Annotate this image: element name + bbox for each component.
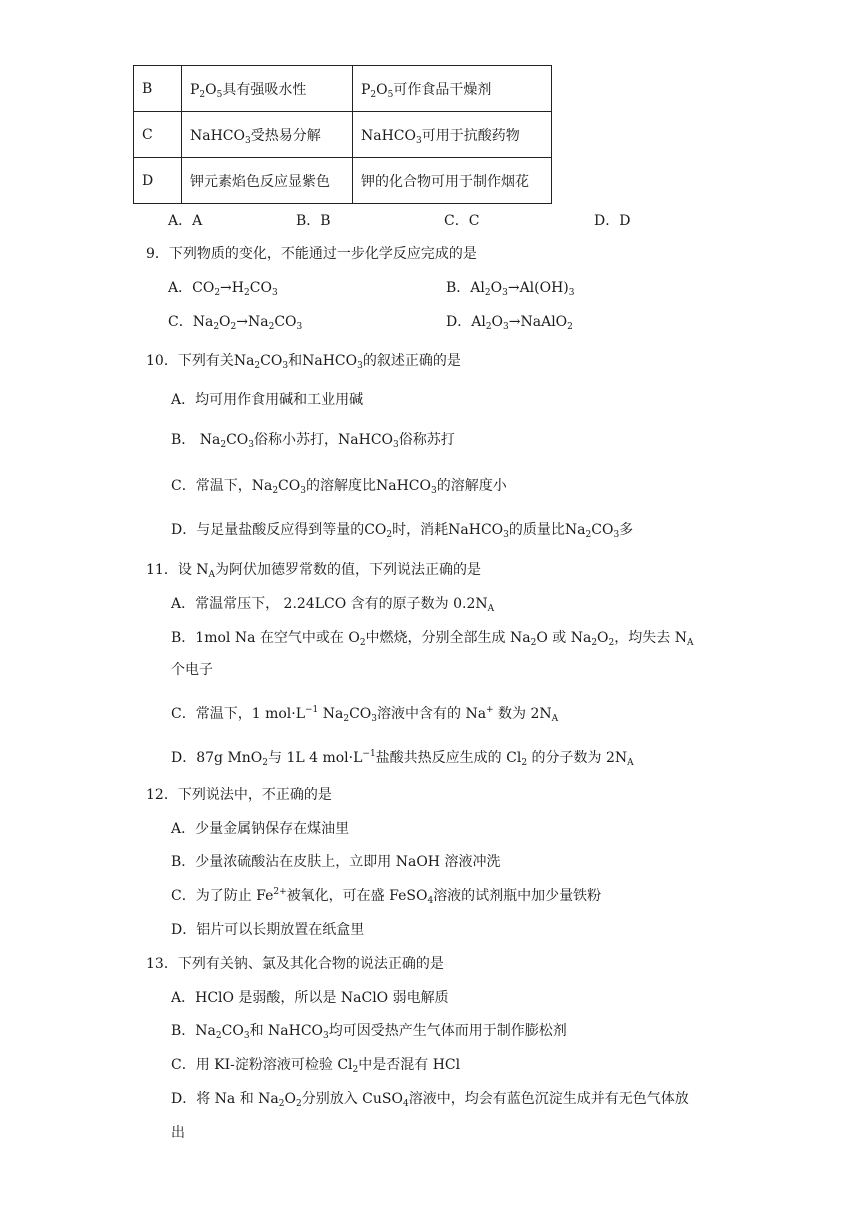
- q11-choice-a[interactable]: A．常温常压下， 2.24LCO 含有的原子数为 $0.2N_A$: [171, 596, 495, 614]
- q8-choice-d[interactable]: D．D: [594, 213, 631, 229]
- q9-stem: 9．下列物质的变化，不能通过一步化学反应完成的是: [146, 246, 477, 262]
- q9-choice-d[interactable]: D．$Al_2O_3\to NaAlO_2$: [446, 314, 573, 332]
- q12-choice-d[interactable]: D．铝片可以长期放置在纸盒里: [171, 922, 365, 938]
- q13-choice-c[interactable]: C．用 KI-淀粉溶液可检验 $Cl_2$中是否混有 HCl: [171, 1057, 461, 1075]
- q13-choice-a[interactable]: A．HClO 是弱酸，所以是 NaClO 弱电解质: [171, 990, 449, 1006]
- q12-choice-a[interactable]: A．少量金属钠保存在煤油里: [171, 821, 350, 837]
- option-table: [133, 65, 552, 204]
- q8-choice-a[interactable]: A．A: [168, 213, 203, 229]
- row-property: $P_2O_5$具有强吸水性: [182, 66, 353, 112]
- q13-choice-d[interactable]: D．将 Na 和 $Na_2O_2$分别放入 CuSO$_4$溶液中，均会有蓝色沉淀生成并有无色气体放: [171, 1091, 689, 1109]
- row-application: 钾的化合物可用于制作烟花: [353, 158, 552, 204]
- row-application: NaHCO$_3$可用于抗酸药物: [353, 112, 552, 158]
- row-label: B: [134, 66, 182, 112]
- row-property: 钾元素焰色反应显紫色: [182, 158, 353, 204]
- row-property: NaHCO$_3$受热易分解: [182, 112, 353, 158]
- q12-stem: 12．下列说法中，不正确的是: [146, 787, 332, 803]
- row-label: C: [134, 112, 182, 158]
- q10-stem: 10．下列有关$Na_2CO_3$和NaHCO$_3$的叙述正确的是: [146, 353, 461, 371]
- q12-choice-c[interactable]: C．为了防止 $Fe^{2+}$被氧化，可在盛 FeSO$_4$溶液的试剂瓶中加少量铁粉: [171, 887, 602, 906]
- table-row: [134, 158, 552, 204]
- row-application: $P_2O_5$可作食品干燥剂: [353, 66, 552, 112]
- table-row: [134, 112, 552, 158]
- q10-choice-c[interactable]: C．常温下，$Na_2CO_3$的溶解度比NaHCO$_3$的溶解度小: [171, 478, 507, 496]
- q10-choice-d[interactable]: D．与足量盐酸反应得到等量的$CO_2$时，消耗NaHCO$_3$的质量比$Na_2CO_3$多: [171, 522, 634, 540]
- q12-choice-b[interactable]: B．少量浓硫酸沾在皮肤上，立即用 NaOH 溶液冲洗: [171, 854, 501, 870]
- q11-choice-b[interactable]: B．1mol Na 在空气中或在 $O_2$中燃烧，分别全部生成 $Na_2O$ 或 $Na_2O_2$，均失去 $N_A$: [171, 630, 694, 648]
- q11-choice-d[interactable]: D．87g MnO$_2$与 1L 4 $mol\cdot L^{-1}$盐酸共热反应生成的 $Cl_2$ 的分子数为 $2N_A$: [171, 749, 634, 768]
- row-label: D: [134, 158, 182, 204]
- q9-choice-b[interactable]: B．$Al_2O_3\to Al(OH)_3$: [446, 280, 575, 298]
- q11-choice-b-cont: 个电子: [171, 662, 213, 678]
- q9-choice-c[interactable]: C．$Na_2O_2\to Na_2CO_3$: [168, 314, 303, 332]
- table-row: [134, 66, 552, 112]
- q9-choice-a[interactable]: A．$CO_2\to H_2CO_3$: [168, 280, 278, 298]
- q11-choice-c[interactable]: C．常温下，1 $mol\cdot L^{-1}$ $Na_2CO_3$溶液中含有的 Na+ 数为 $2N_A$: [171, 705, 559, 724]
- q13-choice-d-cont: 出: [171, 1125, 185, 1141]
- q13-choice-b[interactable]: B．$Na_2CO_3$和 NaHCO$_3$均可因受热产生气体而用于制作膨松剂: [171, 1023, 567, 1041]
- q11-stem: 11．设 $N_A$为阿伏加德罗常数的值，下列说法正确的是: [146, 562, 482, 580]
- q10-choice-a[interactable]: A．均可用作食用碱和工业用碱: [171, 392, 364, 408]
- q10-choice-b[interactable]: B． $Na_2CO_3$俗称小苏打，NaHCO$_3$俗称苏打: [171, 432, 455, 450]
- q8-choice-c[interactable]: C．C: [444, 213, 480, 229]
- q8-choice-b[interactable]: B．B: [296, 213, 331, 229]
- q13-stem: 13．下列有关钠、氯及其化合物的说法正确的是: [146, 956, 444, 972]
